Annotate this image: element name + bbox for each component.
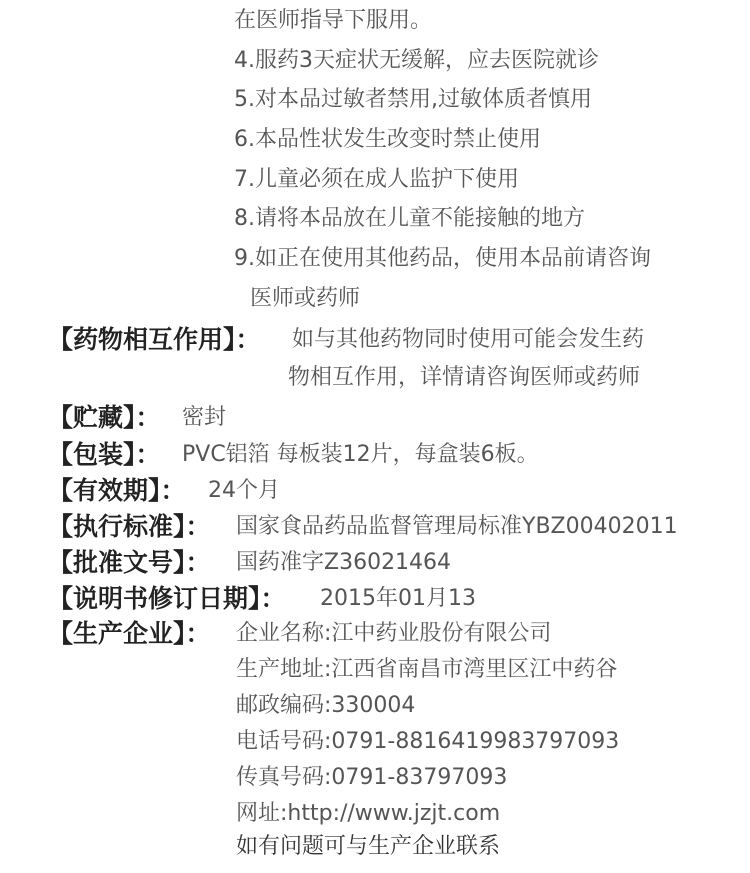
package-value: PVC铝箔 每板装12片，每盒装6板。 <box>182 442 539 467</box>
standard-label: 【执行标准】： <box>48 512 211 541</box>
precaution-line: 在医师指导下服用。 <box>234 8 433 33</box>
package-label: 【包装】： <box>48 440 161 469</box>
standard-value: 国家食品药品监督管理局标准YBZ00402011 <box>236 514 678 539</box>
manufacturer-phone: 电话号码:0791-8816419983797093 <box>236 729 620 754</box>
manufacturer-label: 【生产企业】： <box>48 619 211 648</box>
precaution-line: 9.如正在使用其他药品，使用本品前请咨询 <box>234 246 651 271</box>
manufacturer-fax: 传真号码:0791-83797093 <box>236 765 508 790</box>
interactions-line: 如与其他药物同时使用可能会发生药 <box>292 327 645 352</box>
precaution-line: 5.对本品过敏者禁用,过敏体质者慎用 <box>234 87 592 112</box>
manufacturer-postcode: 邮政编码:330004 <box>236 693 416 718</box>
contact-note: 如有问题可与生产企业联系 <box>236 834 501 859</box>
precaution-line: 6.本品性状发生改变时禁止使用 <box>234 127 541 152</box>
storage-label: 【贮藏】： <box>48 403 161 432</box>
validity-label: 【有效期】： <box>48 476 186 505</box>
manufacturer-address: 生产地址:江西省南昌市湾里区江中药谷 <box>236 657 618 682</box>
revision-value: 2015年01月13 <box>320 586 476 611</box>
revision-label: 【说明书修订日期】： <box>48 584 286 613</box>
manufacturer-website: 网址:http://www.jzjt.com <box>236 801 501 826</box>
precaution-line: 8.请将本品放在儿童不能接触的地方 <box>234 206 585 231</box>
approval-label: 【批准文号】： <box>48 548 211 577</box>
precaution-line: 4.服药3天症状无缓解，应去医院就诊 <box>234 48 599 73</box>
interactions-line: 物相互作用，详情请咨询医师或药师 <box>288 365 641 390</box>
manufacturer-name: 企业名称:江中药业股份有限公司 <box>236 621 552 646</box>
storage-value: 密封 <box>182 405 227 430</box>
validity-value: 24个月 <box>208 478 280 503</box>
precaution-line: 医师或药师 <box>250 286 361 311</box>
precaution-line: 7.儿童必须在成人监护下使用 <box>234 167 519 192</box>
interactions-label: 【药物相互作用】： <box>48 325 261 354</box>
approval-value: 国药准字Z36021464 <box>236 550 452 575</box>
